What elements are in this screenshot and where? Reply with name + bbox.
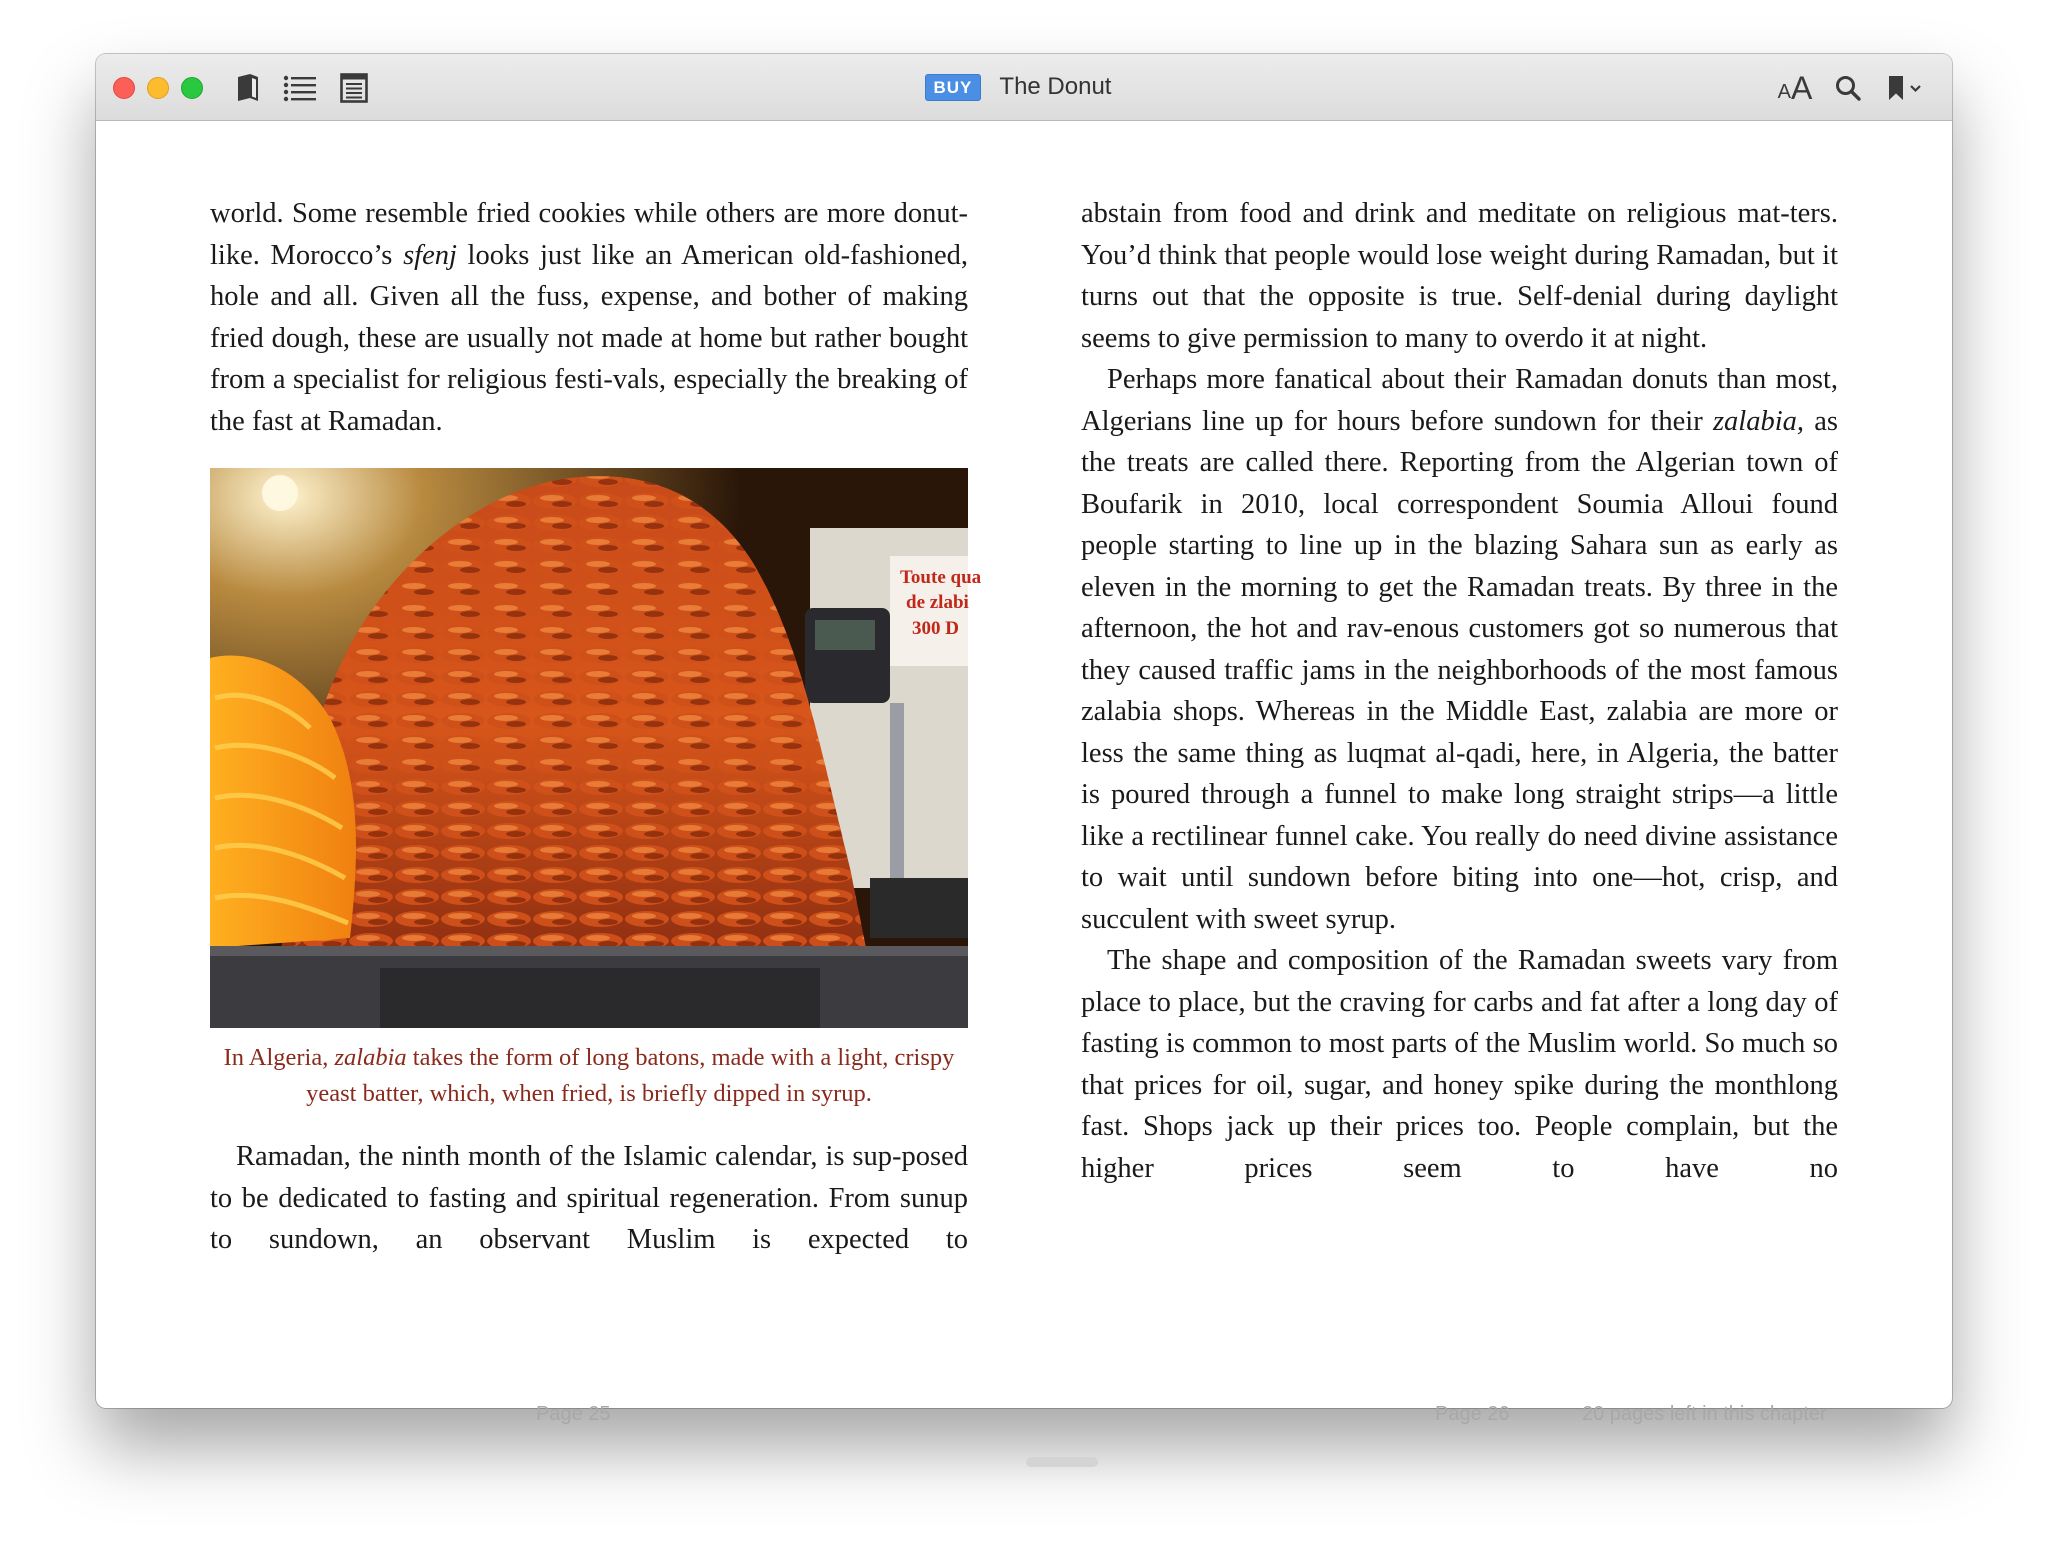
- ibooks-window: [96, 54, 1952, 1425]
- right-page: [1081, 193, 1838, 1189]
- right-paragraph-2: [1081, 359, 1838, 940]
- left-para1-text-b: looks just like an American old-fashioned, hole and all. Given all the fuss, expense, and bother of making fried dough, these are usually not made at home but rather bought from a specialist for religious festi-vals, especially the breaking of the fast at Ramadan.: [210, 239, 968, 437]
- right-paragraph-1: abstain from food and drink and meditate on religious mat-ters. You’d think that people would lose weight during Ramadan, but it turns out that the opposite is true. Self-denial during daylight seems to give permission to many to overdo it at night.: [1081, 198, 1838, 354]
- notes-icon[interactable]: [336, 70, 372, 106]
- close-window-button[interactable]: [113, 77, 135, 99]
- table-of-contents-icon[interactable]: [282, 70, 318, 106]
- buy-button[interactable]: BUY: [925, 74, 982, 101]
- font-large-glyph: A: [1791, 69, 1813, 106]
- sign-line-1: Toute qua: [900, 567, 982, 588]
- sign-line-3: 300 D: [912, 618, 959, 639]
- left-page: [210, 193, 982, 1261]
- book-title: The Donut: [999, 73, 1112, 100]
- book-content[interactable]: [96, 121, 1952, 1425]
- zalabia-photo-illustration: [210, 468, 982, 1028]
- caption-text-b: takes the form of long batons, made with a light, crispy yeast batter, which, when fried, is briefly dipped in syrup.: [306, 1044, 955, 1107]
- minimize-window-button[interactable]: [147, 77, 169, 99]
- photo-caption: [210, 1040, 968, 1112]
- font-size-icon[interactable]: [1772, 70, 1818, 106]
- caption-italic: zalabia: [334, 1044, 407, 1071]
- left-paragraph-2: Ramadan, the ninth month of the Islamic calendar, is sup-posed to be dedicated to fasting and spiritual regeneration. From sunup to sundown, an observant Muslim is expected to: [210, 1141, 968, 1255]
- pages-left-in-chapter: 20 pages left in this chapter: [1582, 1403, 1827, 1425]
- library-icon[interactable]: [230, 70, 266, 106]
- left-para1-text-a: world. Some resemble fried cookies while others are more donut-like. Morocco’s: [210, 198, 968, 271]
- left-page-number: Page 25: [536, 1403, 611, 1425]
- bookmark-icon[interactable]: [1882, 70, 1930, 106]
- page-scrubber-handle[interactable]: [1026, 1457, 1098, 1467]
- search-icon[interactable]: [1830, 70, 1866, 106]
- zalabia-photo: [210, 468, 982, 1028]
- right-para2-text-b: as the treats are called there. Reporting from the Algerian town of Boufarik in 2010, local correspondent Soumia Alloui found people starting to line up in the blazing Sahara sun as early as eleven in the morning to get the Ramadan treats. By three in the afternoon, the hot and rav-enous customers got so numerous that they caused traffic jams in the neighborhoods of the most famous zalabia shops. Whereas in the Middle East, zalabia are more or less the same thing as luqmat al-qadi, here, in Algeria, the batter is poured through a funnel to make long straight strips—a little like a rectilinear funnel cake. You really do need divine assistance to wait until sundown before biting into one—hot, crisp, and succulent with sweet syrup.: [1081, 405, 1838, 935]
- left-paragraph-1: [210, 193, 968, 442]
- title-bar: [96, 54, 1952, 121]
- title-group: [96, 54, 1952, 120]
- right-paragraph-3: The shape and composition of the Ramadan sweets vary from place to place, but the craving for carbs and fat after a long day of fasting is common to most parts of the Muslim world. So much so that prices for oil, sugar, and honey spike during the monthlong fast. Shops jack up their prices too. People complain, but the higher prices seem to have no: [1081, 945, 1838, 1184]
- font-small-glyph: A: [1777, 80, 1791, 103]
- sign-line-2: de zlabi: [906, 592, 969, 613]
- left-para1-italic: sfenj: [403, 239, 457, 271]
- right-para2-text-a: Perhaps more fanatical about their Ramadan donuts than most, Algerians line up for hours before sundown for their: [1081, 364, 1838, 437]
- caption-text-a: In Algeria,: [223, 1044, 335, 1071]
- right-para2-italic: zalabia,: [1712, 405, 1805, 437]
- right-page-number: Page 26: [1435, 1403, 1510, 1425]
- zoom-window-button[interactable]: [181, 77, 203, 99]
